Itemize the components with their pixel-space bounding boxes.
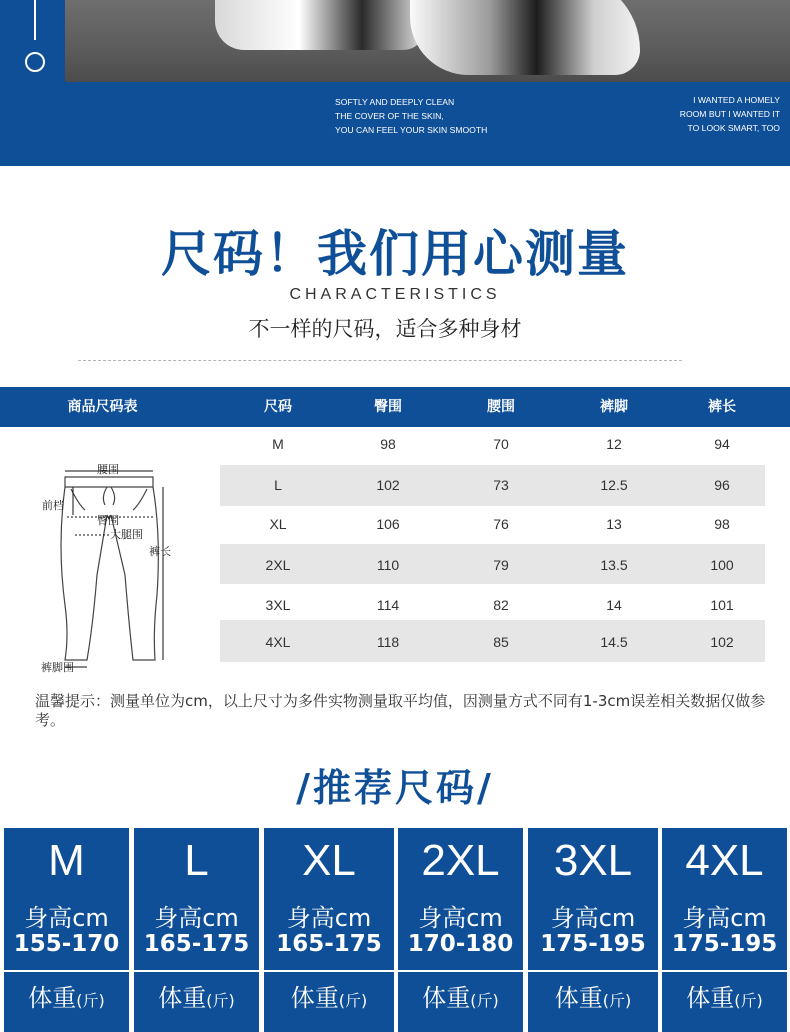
- card-height-range: 165-175: [143, 931, 250, 957]
- card-size-label: 4XL: [685, 836, 764, 885]
- size-card-xl: [264, 828, 394, 970]
- weight-label: [662, 978, 787, 1013]
- weight-card: [398, 972, 523, 1032]
- circle-icon: [25, 52, 45, 72]
- table-cell: L: [274, 477, 282, 493]
- weight-card: [662, 972, 787, 1032]
- size-card-3xl: [528, 828, 658, 970]
- top-banner: [0, 0, 790, 166]
- table-cell: 79: [493, 557, 509, 573]
- weight-unit: (斤): [734, 991, 763, 1010]
- sneaker-image-right: [410, 0, 640, 75]
- weight-card: [528, 972, 658, 1032]
- table-cell: 98: [714, 516, 730, 532]
- weight-unit: (斤): [338, 991, 368, 1010]
- table-cell: 110: [376, 557, 400, 573]
- table-cell: 98: [380, 436, 396, 452]
- table-cell: 102: [376, 477, 400, 493]
- page-subtitle-english: CHARACTERISTICS: [289, 286, 501, 303]
- measurement-note: 温馨提示：测量单位为cm，以上尺寸为多件实物测量取平均值，因测量方式不同有1-3cm误差相关数据仅做参考。: [35, 692, 766, 729]
- banner-tagline-line: I WANTED A HOMELY: [693, 95, 780, 105]
- header-size-chart: 商品尺码表: [67, 399, 138, 415]
- table-cell: 94: [714, 436, 730, 452]
- sneaker-image-left: [215, 0, 425, 50]
- banner-tagline-line: TO LOOK SMART, TOO: [687, 123, 780, 133]
- header-waist: 腰围: [487, 399, 515, 415]
- pants-measurement-diagram: [35, 455, 185, 675]
- card-height-range: 170-180: [407, 931, 514, 957]
- table-cell: 76: [493, 516, 509, 532]
- banner-tagline-right: [680, 93, 780, 135]
- table-cell: 4XL: [265, 634, 291, 650]
- card-height-label: 身高cm: [682, 904, 767, 932]
- table-cell: M: [272, 436, 284, 452]
- table-cell: 118: [376, 634, 400, 650]
- weight-label-text: 体重: [28, 984, 77, 1012]
- header-size: 尺码: [264, 399, 292, 415]
- weight-unit: (斤): [206, 991, 235, 1010]
- weight-label: [264, 978, 394, 1013]
- table-cell: 12.5: [600, 477, 628, 493]
- diagram-label-length: 裤长: [149, 545, 171, 558]
- table-cell: 101: [710, 597, 734, 613]
- diagram-label-thigh: 大腿围: [110, 528, 143, 541]
- table-cell: 114: [376, 597, 400, 613]
- table-cell: 14: [606, 597, 622, 613]
- weight-card: [4, 972, 129, 1032]
- banner-tagline-left: [335, 95, 487, 137]
- shoe-photo: [65, 0, 790, 82]
- table-cell: 13: [606, 516, 622, 532]
- banner-tagline-line: SOFTLY AND DEEPLY CLEAN: [335, 97, 455, 107]
- card-height-label: 身高cm: [550, 904, 636, 932]
- table-cell: 12: [606, 436, 622, 452]
- table-cell: 2XL: [265, 557, 291, 573]
- weight-label: [528, 978, 658, 1013]
- header-hem: 裤脚: [600, 399, 628, 415]
- size-card-4xl: [662, 828, 787, 970]
- weight-label-text: 体重: [422, 984, 471, 1012]
- table-cell: 70: [493, 436, 509, 452]
- header-hip: 臀围: [374, 399, 402, 415]
- banner-tagline-line: ROOM BUT I WANTED IT: [679, 109, 780, 119]
- diagram-label-front-rise: 前档: [42, 499, 64, 512]
- size-table-header: [0, 387, 790, 427]
- table-cell: XL: [269, 516, 287, 532]
- weight-card: [134, 972, 259, 1032]
- header-length: 裤长: [708, 399, 736, 415]
- weight-card: [264, 972, 394, 1032]
- weight-label-text: 体重: [158, 984, 207, 1012]
- weight-label-text: 体重: [554, 984, 603, 1012]
- weight-label-text: 体重: [686, 984, 735, 1012]
- table-cell: 102: [710, 634, 734, 650]
- banner-tagline-line: THE COVER OF THE SKIN,: [335, 111, 444, 121]
- weight-unit: (斤): [470, 991, 499, 1010]
- table-cell: 106: [376, 516, 400, 532]
- size-card-m: [4, 828, 129, 970]
- weight-label: [4, 978, 129, 1013]
- table-cell: 82: [493, 597, 509, 613]
- card-height-range: 155-170: [13, 931, 120, 957]
- table-cell: 85: [493, 634, 509, 650]
- size-card-l: [134, 828, 259, 970]
- card-height-range: 175-195: [540, 931, 646, 957]
- page-subtitle-chinese: 不一样的尺码，适合多种身材: [248, 317, 522, 341]
- card-size-label: 2XL: [421, 836, 500, 885]
- table-cell: 13.5: [600, 557, 628, 573]
- weight-unit: (斤): [76, 991, 105, 1010]
- card-size-label: 3XL: [553, 836, 633, 885]
- pants-outline-icon: [35, 455, 185, 675]
- banner-tagline-line: YOU CAN FEEL YOUR SKIN SMOOTH: [335, 125, 488, 135]
- size-card-2xl: [398, 828, 523, 970]
- banner-divider-line: [34, 0, 36, 40]
- card-height-label: 身高cm: [154, 904, 239, 932]
- table-cell: 14.5: [600, 634, 628, 650]
- card-height-range: 165-175: [276, 931, 382, 957]
- card-size-label: L: [184, 836, 209, 885]
- card-size-label: XL: [302, 836, 356, 885]
- table-cell: 3XL: [265, 597, 291, 613]
- card-height-range: 175-195: [671, 931, 778, 957]
- card-height-label: 身高cm: [418, 904, 503, 932]
- diagram-label-waist: 腰围: [97, 463, 119, 476]
- table-cell: 73: [493, 477, 509, 493]
- card-height-label: 身高cm: [286, 904, 372, 932]
- card-size-label: M: [48, 836, 85, 885]
- diagram-label-hip: 臀围: [97, 514, 119, 527]
- weight-label: [134, 978, 259, 1013]
- card-height-label: 身高cm: [24, 904, 109, 932]
- weight-label: [398, 978, 523, 1013]
- dotted-divider: [78, 360, 682, 361]
- page-title: 尺码！我们用心测量: [161, 225, 629, 283]
- diagram-label-hem: 裤脚围: [41, 661, 74, 674]
- weight-label-text: 体重: [290, 984, 339, 1012]
- recommend-title: /推荐尺码/: [296, 766, 494, 810]
- table-cell: 96: [714, 477, 730, 493]
- weight-unit: (斤): [602, 991, 632, 1010]
- table-cell: 100: [710, 557, 734, 573]
